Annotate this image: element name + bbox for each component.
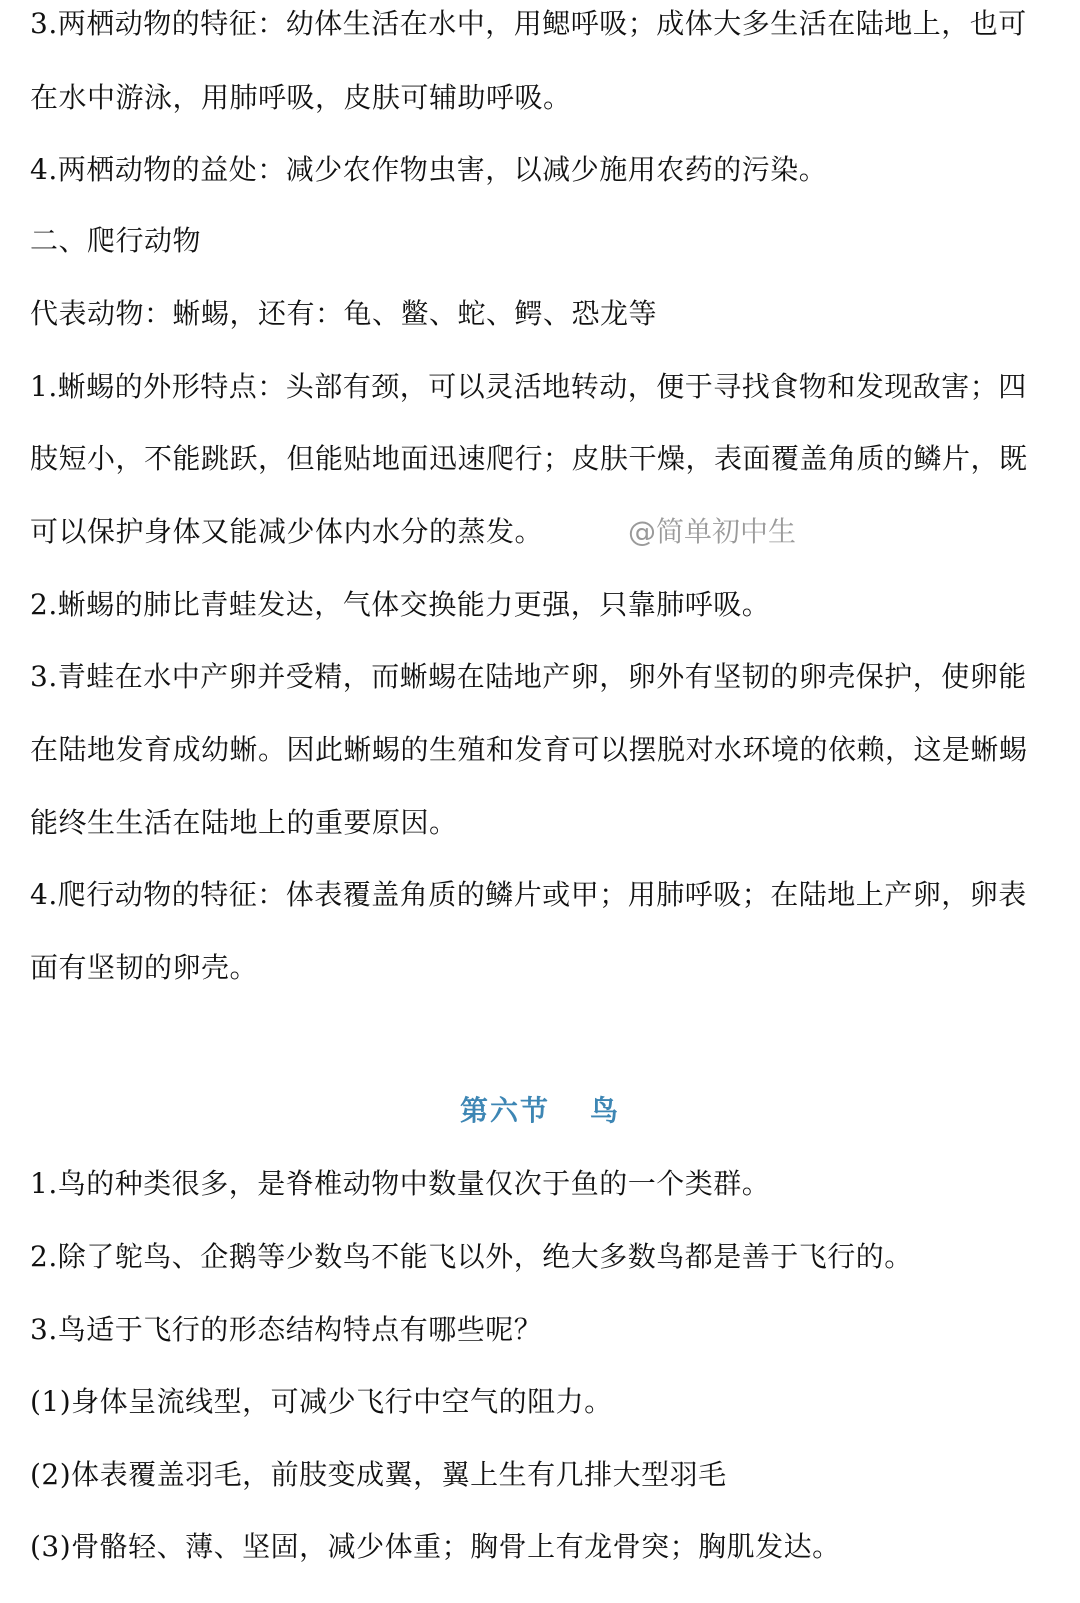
bird-sub-1: (1)身体呈流线型，可减少飞行中空气的阻力。 xyxy=(30,1385,613,1418)
reproduction-line-2: 在陆地发育成幼蜥。因此蜥蜴的生殖和发育可以摆脱对水环境的依赖，这是蜥蜴 xyxy=(30,733,1028,766)
lizard-lungs: 2.蜥蜴的肺比青蛙发达，气体交换能力更强，只靠肺呼吸。 xyxy=(30,588,771,621)
lizard-appearance-line-2: 肢短小，不能跳跃，但能贴地面迅速爬行；皮肤干燥，表面覆盖角质的鳞片，既 xyxy=(30,442,1028,475)
bird-sub-3: (3)骨骼轻、薄、坚固，减少体重；胸骨上有龙骨突；胸肌发达。 xyxy=(30,1530,841,1563)
bird-item-3: 3.鸟适于飞行的形态结构特点有哪些呢？ xyxy=(30,1313,543,1346)
bird-item-2: 2.除了鸵鸟、企鹅等少数鸟不能飞以外，绝大多数鸟都是善于飞行的。 xyxy=(30,1240,913,1273)
reptile-feature-line-1: 4.爬行动物的特征：体表覆盖角质的鳞片或甲；用肺呼吸；在陆地上产卵，卵表 xyxy=(30,878,1027,911)
amphibian-feature-line-1: 3.两栖动物的特征：幼体生活在水中，用鳃呼吸；成体大多生活在陆地上，也可 xyxy=(30,7,1027,40)
bird-heading-title: 鸟 xyxy=(590,1094,621,1127)
amphibian-benefit: 4.两栖动物的益处：减少农作物虫害，以减少施用农药的污染。 xyxy=(30,153,828,186)
lizard-appearance-line-3: 可以保护身体又能减少体内水分的蒸发。 xyxy=(30,515,544,548)
bird-sub-2: (2)体表覆盖羽毛，前肢变成翼，翼上生有几排大型羽毛 xyxy=(30,1458,727,1491)
reproduction-line-1: 3.青蛙在水中产卵并受精，而蜥蜴在陆地产卵，卵外有坚韧的卵壳保护，使卵能 xyxy=(30,660,1027,693)
bird-section-heading xyxy=(0,1091,1080,1131)
bird-heading-number: 第六节 xyxy=(459,1094,550,1127)
reptile-feature-line-2: 面有坚韧的卵壳。 xyxy=(30,951,259,984)
reptile-section-title: 二、爬行动物 xyxy=(30,224,202,257)
lizard-appearance-line-1: 1.蜥蜴的外形特点：头部有颈，可以灵活地转动，便于寻找食物和发现敌害；四 xyxy=(30,370,1027,403)
watermark-text: @简单初中生 xyxy=(628,515,797,548)
reproduction-line-3: 能终生生活在陆地上的重要原因。 xyxy=(30,806,458,839)
amphibian-feature-line-2: 在水中游泳，用肺呼吸，皮肤可辅助呼吸。 xyxy=(30,81,572,114)
bird-item-1: 1.鸟的种类很多，是脊椎动物中数量仅次于鱼的一个类群。 xyxy=(30,1167,771,1200)
reptile-representatives: 代表动物：蜥蜴，还有：龟、鳖、蛇、鳄、恐龙等 xyxy=(30,297,658,330)
